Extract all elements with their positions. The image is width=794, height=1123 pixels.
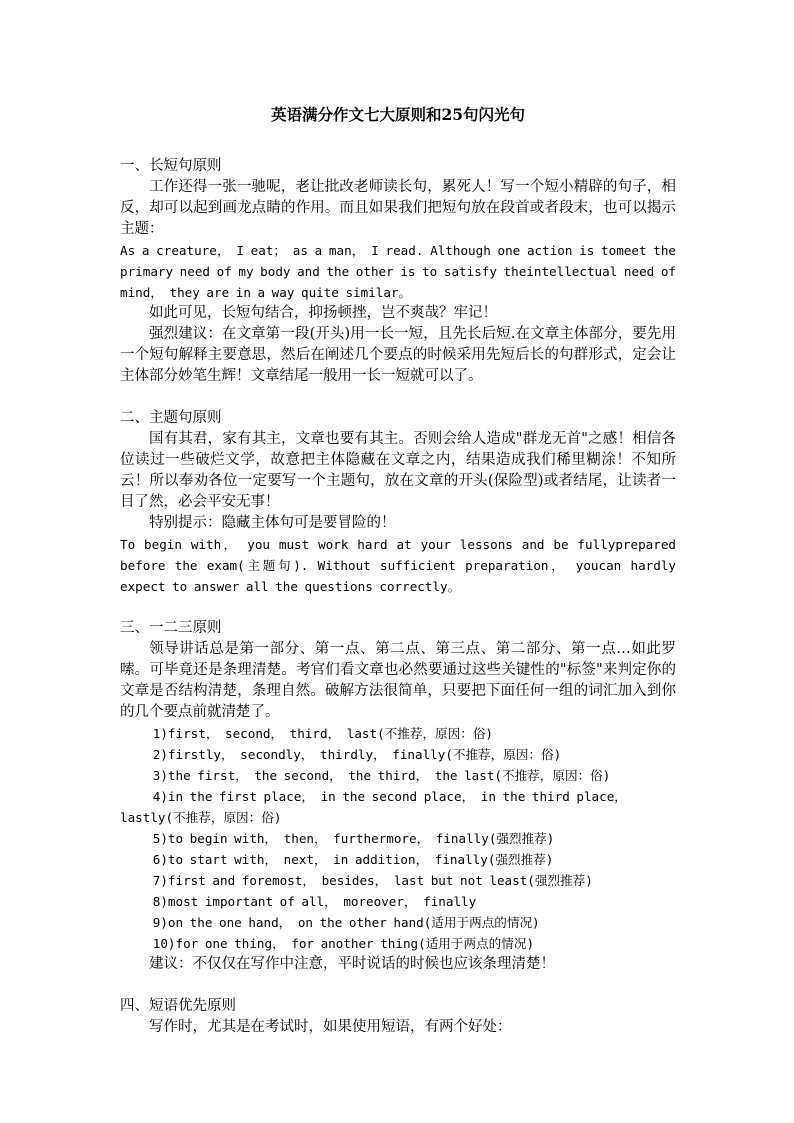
section-heading: 一、长短句原则	[120, 158, 222, 174]
list-item: 5)to begin with， then， furthermore， finally(强烈推荐)	[152, 831, 555, 846]
section-topic-sentence	[120, 408, 676, 597]
paragraph: 如此可见，长短句结合，抑扬顿挫，岂不爽哉？牢记！	[149, 305, 497, 321]
list-item: 10)for one thing， for another thing(适用于两点的情况)	[152, 936, 535, 951]
section-phrase-priority	[120, 996, 676, 1038]
list-item: 3)the first， the second， the third， the last(不推荐，原因：俗)	[152, 768, 611, 783]
section-heading: 四、短语优先原则	[120, 998, 236, 1014]
section-one-two-three	[120, 618, 676, 975]
english-example: To begin with， you must work hard at your lessons and be fullyprepared before the exam(主题句). Without sufficient preparation， youcan hardly expect to answer all the questions correctly。	[120, 537, 676, 594]
list-item: 9)on the one hand， on the other hand(适用于两点的情况)	[152, 915, 540, 930]
section-heading: 二、主题句原则	[120, 410, 222, 426]
list-item: 7)first and foremost， besides， last but not least(强烈推荐)	[152, 873, 593, 888]
list-item: 2)firstly， secondly， thirdly， finally(不推荐，原因：俗)	[152, 747, 562, 762]
section-long-short	[120, 156, 676, 387]
list-item: 6)to start with， next， in addition， finally(强烈推荐)	[152, 852, 554, 867]
paragraph: 领导讲话总是第一部分、第一点、第二点、第三点、第二部分、第一点…如此罗嗦。可毕竟还是条理清楚。考官们看文章也必然要通过这些关键性的"标签"来判定你的文章是否结构清楚，条理自然。破解方法很简单，只要把下面任何一组的词汇加入到你的几个要点前就清楚了。	[120, 641, 676, 720]
english-example: As a creature， I eat； as a man， I read. Although one action is tomeet the primary need of my body and the other is to satisfy theintellectual need of mind， they are in a way quite similar。	[120, 243, 676, 300]
paragraph: 国有其君，家有其主，文章也要有其主。否则会给人造成"群龙无首"之感！相信各位读过一些破烂文学，故意把主体隐藏在文章之内，结果造成我们稀里糊涂！不知所云！所以奉劝各位一定要写一个主题句，放在文章的开头(保险型)或者结尾，让读者一目了然，必会平安无事！	[120, 431, 676, 510]
paragraph: 强烈建议：在文章第一段(开头)用一长一短，且先长后短.在文章主体部分，要先用一个短句解释主要意思，然后在阐述几个要点的时候采用先短后长的句群形式，定会让主体部分妙笔生辉！文章结尾一般用一长一短就可以了。	[120, 326, 676, 384]
paragraph: 建议：不仅仅在写作中注意，平时说话的时候也应该条理清楚！	[149, 956, 555, 972]
document-title: 英语满分作文七大原则和25句闪光句	[270, 105, 526, 124]
list-item: 8)most important of all， moreover， finally	[152, 894, 477, 909]
paragraph: 特别提示：隐藏主体句可是要冒险的！	[149, 515, 396, 531]
list-item: 4)in the first place， in the second place， in the third place， lastly(不推荐，原因：俗)	[120, 789, 627, 825]
section-heading: 三、一二三原则	[120, 620, 222, 636]
list-item: 1)first， second， third， last(不推荐，原因：俗)	[152, 726, 493, 741]
paragraph: 工作还得一张一驰呢，老让批改老师读长句，累死人！写一个短小精辟的句子，相反，却可以起到画龙点睛的作用。而且如果我们把短句放在段首或者段末，也可以揭示主题：	[120, 179, 676, 237]
paragraph: 写作时，尤其是在考试时，如果使用短语，有两个好处：	[149, 1019, 512, 1035]
